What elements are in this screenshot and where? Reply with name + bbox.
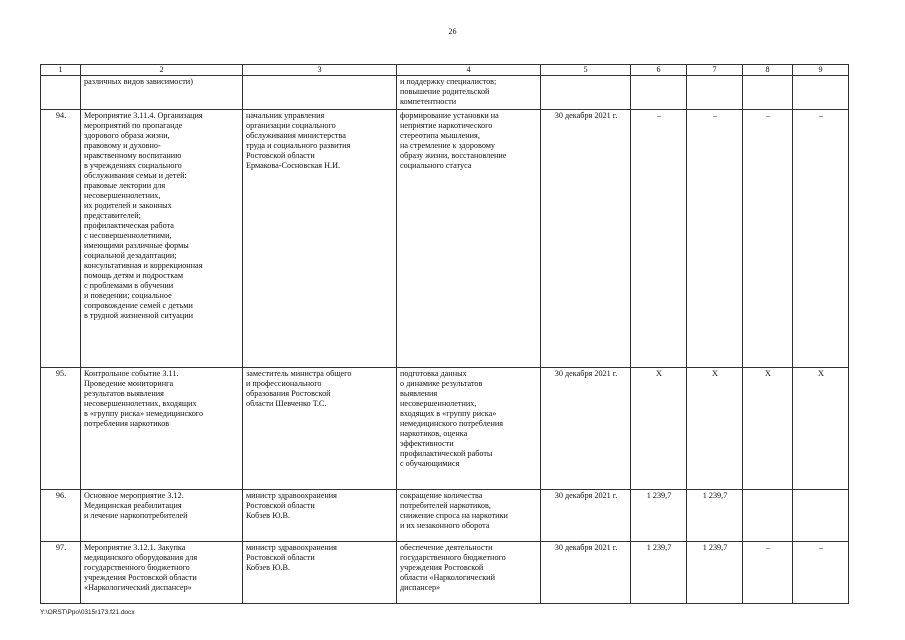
column-header: 5: [541, 65, 631, 76]
deadline-cell: 30 декабря 2021 г.: [541, 110, 631, 368]
table-row: [41, 110, 849, 368]
page-number: 26: [448, 27, 457, 36]
column-header: 3: [243, 65, 397, 76]
value-cell: [793, 76, 849, 110]
activity-cell: Основное мероприятие 3.12. Медицинская реабилитация и лечение наркопотребителей: [81, 490, 243, 542]
value-cell: –: [687, 110, 743, 368]
responsible-cell: министр здравоохранения Ростовской области Кобзев Ю.В.: [243, 542, 397, 604]
value-cell: [743, 490, 793, 542]
plan-table: [40, 64, 849, 604]
responsible-cell: заместитель министра общего и профессионального образования Ростовской области Шевченко Т.С.: [243, 368, 397, 490]
row-number: 96.: [41, 490, 81, 542]
value-cell: X: [793, 368, 849, 490]
table-row: [41, 490, 849, 542]
value-cell: 1 239,7: [687, 490, 743, 542]
value-cell: X: [631, 368, 687, 490]
column-header: 4: [397, 65, 541, 76]
result-cell: подготовка данных о динамике результатов выявления несовершеннолетних, входящих в «группу риска» немедицинского потребления наркотиков, оценка эффективности профилактической работы с обучающимися: [397, 368, 541, 490]
value-cell: 1 239,7: [631, 542, 687, 604]
file-path-footer: Y:\ORST\Ppo\0315r173.f21.docx: [40, 609, 135, 616]
responsible-cell: начальник управления организации социального обслуживания министерства труда и социального развития Ростовской области Ермакова-Сосновская Н.И.: [243, 110, 397, 368]
result-cell: сокращение количества потребителей наркотиков, снижение спроса на наркотики и их незаконного оборота: [397, 490, 541, 542]
row-number: 97.: [41, 542, 81, 604]
result-cell: обеспечение деятельности государственного бюджетного учреждения Ростовской области «Наркологический диспансер»: [397, 542, 541, 604]
value-cell: X: [687, 368, 743, 490]
table-row: [41, 542, 849, 604]
table-row: [41, 368, 849, 490]
value-cell: –: [793, 542, 849, 604]
activity-cell: Мероприятие 3.12.1. Закупка медицинского оборудования для государственного бюджетного учреждения Ростовской области «Наркологический диспансер»: [81, 542, 243, 604]
activity-cell: Контрольное событие 3.11. Проведение мониторинга результатов выявления несовершеннолетних, входящих в «группу риска» немедицинского потребления наркотиков: [81, 368, 243, 490]
result-cell: формирование установки на неприятие наркотического стереотипа мышления, на стремление к здоровому образу жизни, восстановление социального статуса: [397, 110, 541, 368]
row-number: 94.: [41, 110, 81, 368]
column-header: 2: [81, 65, 243, 76]
value-cell: 1 239,7: [631, 490, 687, 542]
value-cell: –: [743, 110, 793, 368]
table-row: [41, 76, 849, 110]
column-header: 8: [743, 65, 793, 76]
value-cell: 1 239,7: [687, 542, 743, 604]
value-cell: X: [743, 368, 793, 490]
table-header-row: [41, 65, 849, 76]
row-number: 95.: [41, 368, 81, 490]
value-cell: [687, 76, 743, 110]
row-number: [41, 76, 81, 110]
responsible-cell: министр здравоохранения Ростовской области Кобзев Ю.В.: [243, 490, 397, 542]
value-cell: –: [631, 110, 687, 368]
column-header: 6: [631, 65, 687, 76]
column-header: 7: [687, 65, 743, 76]
column-header: 1: [41, 65, 81, 76]
value-cell: –: [743, 542, 793, 604]
activity-cell: Мероприятие 3.11.4. Организация мероприятий по пропаганде здорового образа жизни, правовому и духовно- нравственному воспитанию в учреждениях социального обслуживания семьи и детей: правовые лектории для несовершеннолетних, их родителей и законных представителей; профилактическая работа с несовершеннолетними, имеющими различные формы социальной дезадаптации; консультативная и коррекционная помощь детям и подросткам с проблемами в обучении и поведении; социальное сопровождение семей с детьми в трудной жизненной ситуации: [81, 110, 243, 368]
activity-cell: различных видов зависимости): [81, 76, 243, 110]
result-cell: и поддержку специалистов; повышение родительской компетентности: [397, 76, 541, 110]
deadline-cell: 30 декабря 2021 г.: [541, 490, 631, 542]
value-cell: [631, 76, 687, 110]
deadline-cell: 30 декабря 2021 г.: [541, 368, 631, 490]
deadline-cell: 30 декабря 2021 г.: [541, 542, 631, 604]
deadline-cell: [541, 76, 631, 110]
value-cell: –: [793, 110, 849, 368]
column-header: 9: [793, 65, 849, 76]
responsible-cell: [243, 76, 397, 110]
value-cell: [793, 490, 849, 542]
value-cell: [743, 76, 793, 110]
